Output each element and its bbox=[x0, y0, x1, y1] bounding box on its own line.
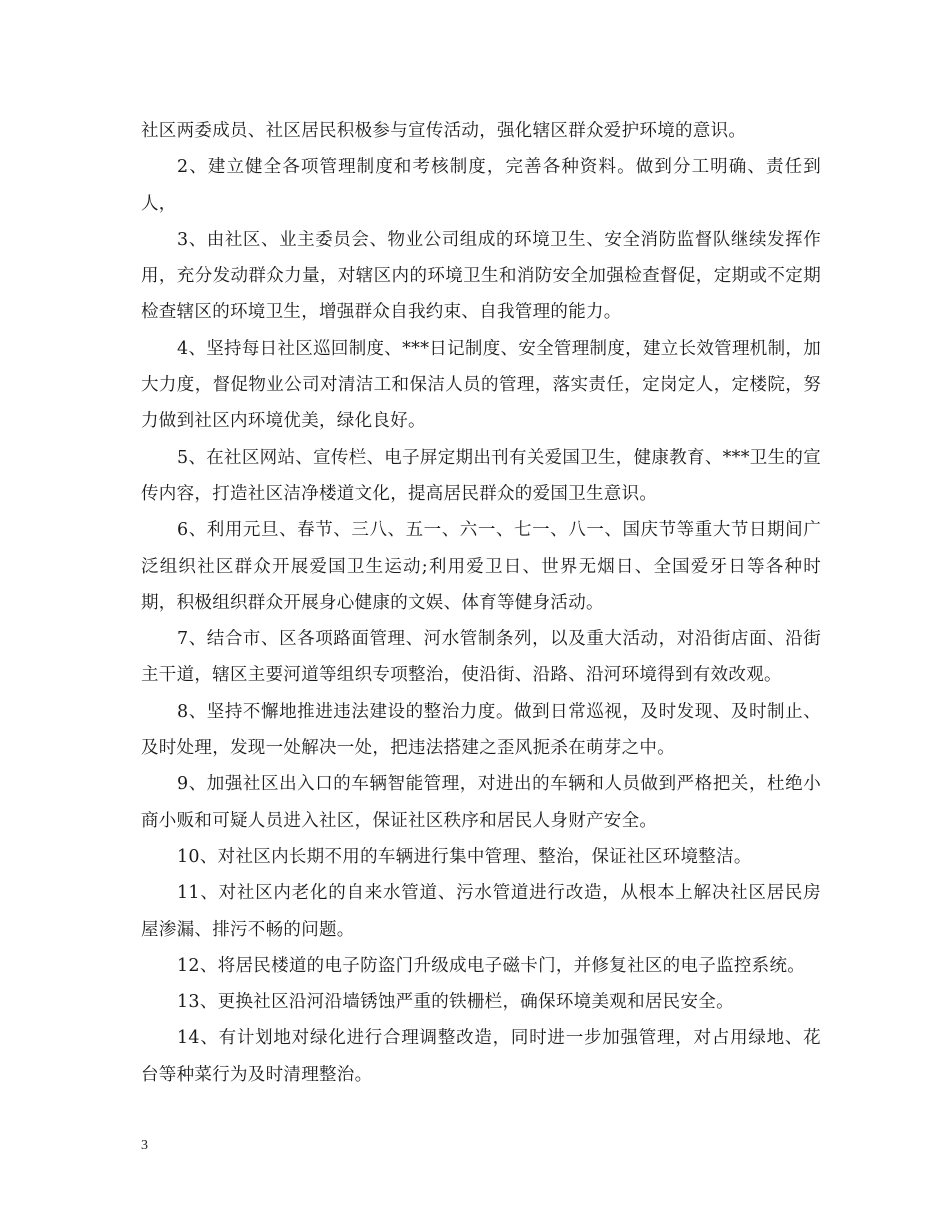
paragraph-item-4: 4、坚持每日社区巡回制度、***日记制度、安全管理制度，建立长效管理机制，加大力度，督促物业公司对清洁工和保洁人员的管理，落实责任，定岗定人，定楼院，努力做到社区内环境优美，绿化良好。 bbox=[141, 338, 821, 432]
paragraph-item-11: 11、对社区内老化的自来水管道、污水管道进行改造，从根本上解决社区居民房屋渗漏、排污不畅的问题。 bbox=[141, 883, 821, 940]
paragraph-item-10: 10、对社区内长期不用的车辆进行集中管理、整治，保证社区环境整洁。 bbox=[177, 846, 752, 867]
paragraph-item-9: 9、加强社区出入口的车辆智能管理，对进出的车辆和人员做到严格把关，杜绝小商小贩和可疑人员进入社区，保证社区秩序和居民人身财产安全。 bbox=[141, 774, 821, 831]
paragraph-continuation: 社区两委成员、社区居民积极参与宣传活动，强化辖区群众爱护环境的意识。 bbox=[141, 121, 747, 141]
paragraph-item-7: 7、结合市、区各项路面管理、河水管制条列，以及重大活动，对沿街店面、沿街主干道，辖区主要河道等组织专项整治，使沿街、沿路、沿河环境得到有效改观。 bbox=[141, 629, 821, 686]
paragraph-item-5: 5、在社区网站、宣传栏、电子屏定期出刊有关爱国卫生，健康教育、***卫生的宣传内容，打造社区洁净楼道文化，提高居民群众的爱国卫生意识。 bbox=[141, 447, 821, 504]
paragraph-item-3: 3、由社区、业主委员会、物业公司组成的环境卫生、安全消防监督队继续发挥作用，充分发动群众力量，对辖区内的环境卫生和消防安全加强检查督促，定期或不定期检查辖区的环境卫生，增强群众自我约束、自我管理的能力。 bbox=[141, 229, 821, 323]
paragraph-item-12: 12、将居民楼道的电子防盗门升级成电子磁卡门，并修复社区的电子监控系统。 bbox=[177, 955, 806, 976]
paragraph-item-13: 13、更换社区沿河沿墙锈蚀严重的铁栅栏，确保环境美观和居民安全。 bbox=[177, 992, 734, 1013]
paragraph-item-14: 14、有计划地对绿化进行合理调整改造，同时进一步加强管理，对占用绿地、花台等种菜行为及时清理整治。 bbox=[141, 1028, 821, 1085]
paragraph-item-6: 6、利用元旦、春节、三八、五一、六一、七一、八一、国庆节等重大节日期间广泛组织社区群众开展爱国卫生运动;利用爱卫日、世界无烟日、全国爱牙日等各种时期，积极组织群众开展身心健康的文娱、体育等健身活动。 bbox=[141, 520, 821, 613]
page-number: 3 bbox=[141, 1138, 148, 1153]
document-body bbox=[141, 113, 821, 1093]
paragraph-item-2: 2、建立健全各项管理制度和考核制度，完善各种资料。做到分工明确、责任到人， bbox=[141, 157, 821, 214]
paragraph-item-8: 8、坚持不懈地推进违法建设的整治力度。做到日常巡视，及时发现、及时制止、及时处理，发现一处解决一处，把违法搭建之歪风扼杀在萌芽之中。 bbox=[141, 701, 821, 759]
